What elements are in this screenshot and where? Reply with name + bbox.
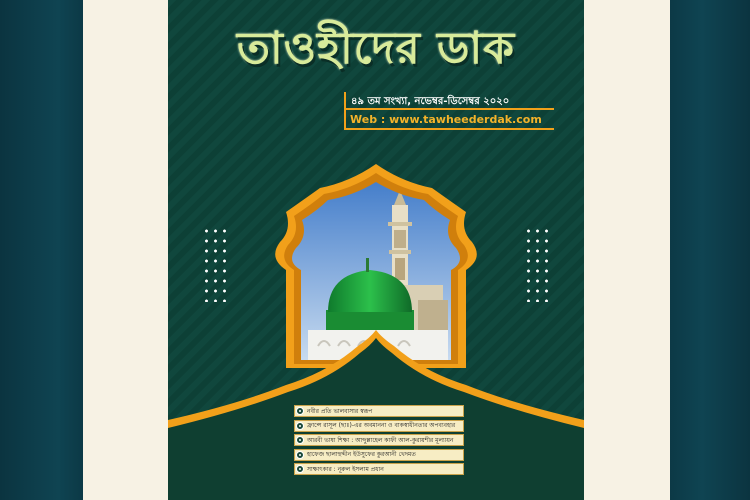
website-underline (344, 128, 554, 130)
list-item: আরবী ভাষা শিক্ষা : আব্দুল্লাহেল কাফী আল-কুরায়শীর মূল্যায়ন (294, 434, 464, 446)
bullet-icon (296, 436, 304, 444)
bullet-icon (296, 422, 304, 430)
paper-right-margin (584, 0, 670, 500)
dot-grid-icon (524, 226, 552, 302)
table-of-contents (294, 405, 464, 478)
magazine-title: তাওহীদের ডাক (236, 23, 516, 74)
magazine-cover (168, 0, 584, 500)
list-item: নবীর প্রতি ভালবাসার স্বরূপ (294, 405, 464, 417)
website-text: Web : www.tawheederdak.com (350, 113, 542, 126)
paper-left-margin (83, 0, 168, 500)
background-right-panel (670, 0, 750, 500)
bullet-icon (296, 465, 304, 473)
list-item: হাফেজ ছালাহুদ্দীন ইউসুফের কুরআনী খেদমত (294, 449, 464, 461)
list-item: সাক্ষাৎকার : নূরুল ইসলাম প্রধান (294, 463, 464, 475)
list-item: ফ্রান্সে রাসূল (ছাঃ)-এর অবমাননা ও বাকস্বাধীনতার অপব্যবহার (294, 420, 464, 432)
background-left-panel (0, 0, 83, 500)
issue-underline (344, 108, 554, 110)
bullet-icon (296, 451, 304, 459)
dot-grid-icon (202, 226, 230, 302)
bullet-icon (296, 407, 304, 415)
issue-number: ৪৯ তম সংখ্যা, নভেম্বর-ডিসেম্বর ২০২০ (351, 96, 510, 107)
issue-divider (344, 92, 346, 130)
